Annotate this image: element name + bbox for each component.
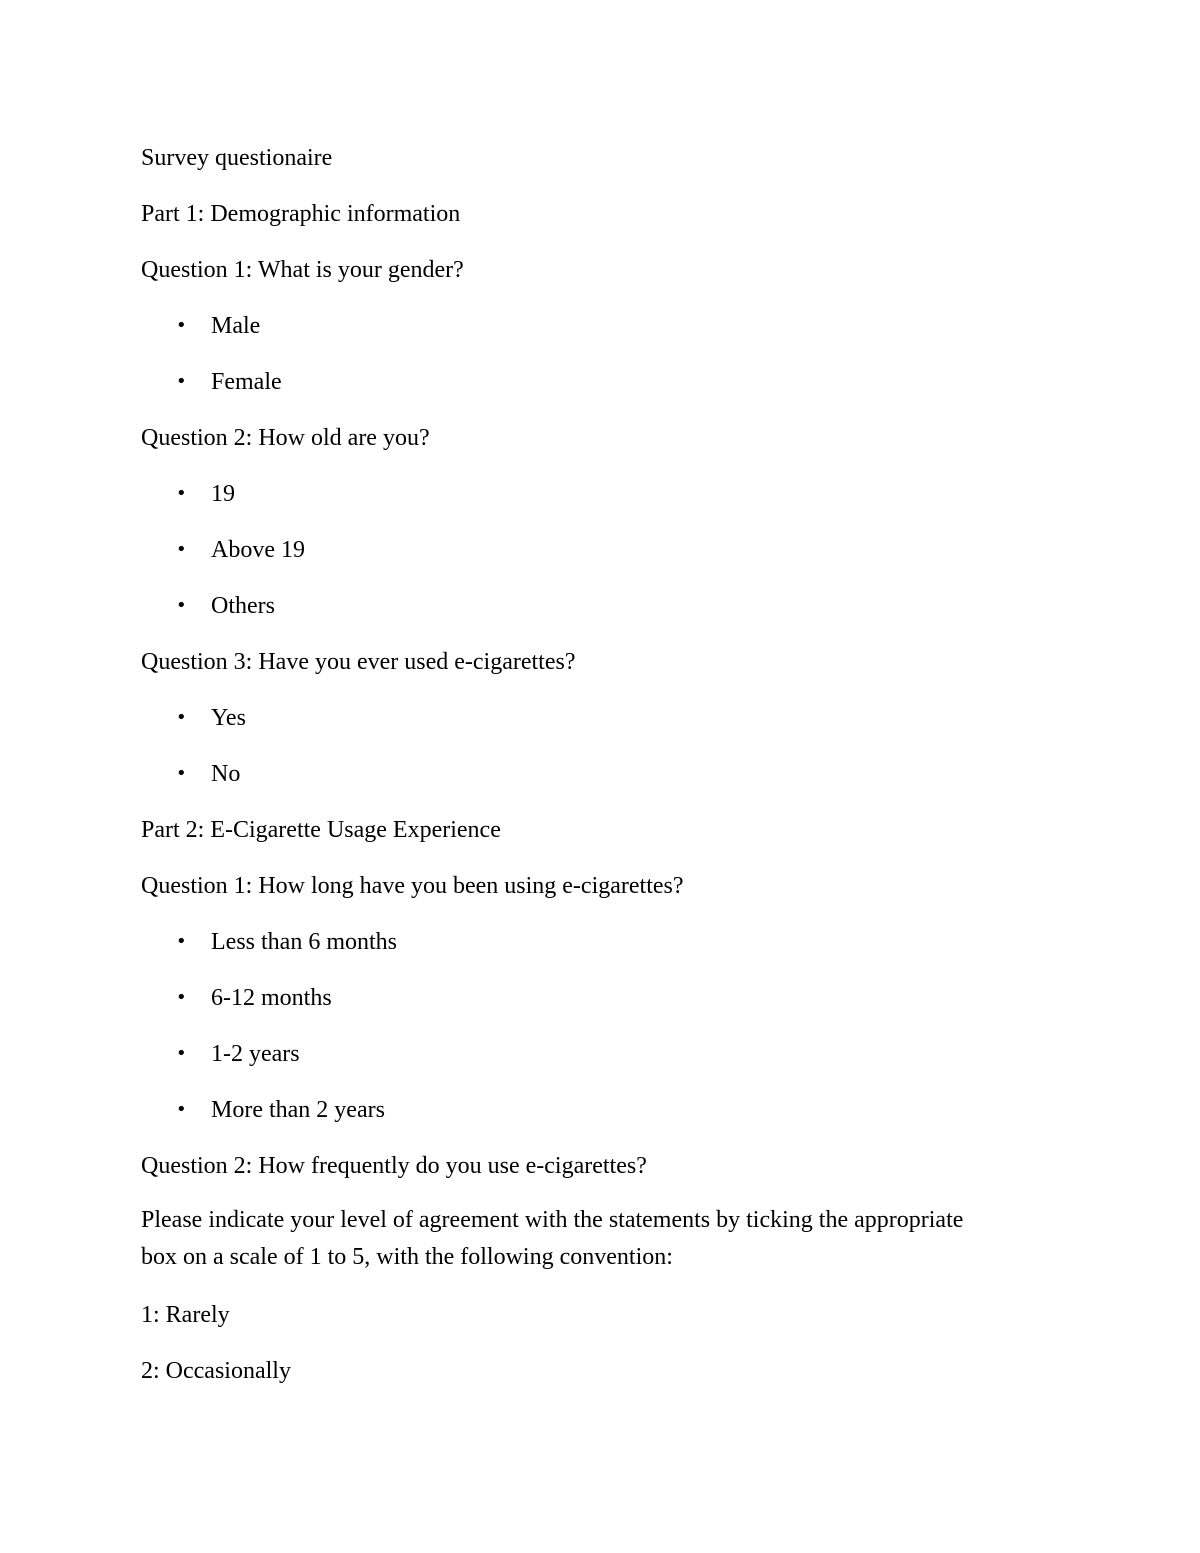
option-label: 19	[211, 481, 235, 507]
bullet-icon: •	[176, 707, 187, 728]
bullet-icon: •	[176, 539, 187, 560]
part2-question-2: Question 2: How frequently do you use e-cigarettes?	[141, 1153, 647, 1179]
list-item	[141, 922, 1021, 978]
option-label: No	[211, 761, 241, 787]
list-item	[141, 1090, 1021, 1146]
bullet-icon: •	[176, 931, 187, 952]
scale-item: 2: Occasionally	[141, 1358, 291, 1384]
instruction-paragraph: Please indicate your level of agreement with the statements by ticking the appropriate box on a scale of 1 to 5, with the following convention:	[141, 1207, 964, 1270]
list-item	[141, 474, 1021, 530]
list-item	[141, 586, 1021, 642]
list-item	[141, 698, 1021, 754]
list-item	[141, 754, 1021, 810]
option-label: 1-2 years	[211, 1041, 300, 1067]
option-label: Above 19	[211, 537, 305, 563]
bullet-icon: •	[176, 1099, 187, 1120]
option-label: Others	[211, 593, 275, 619]
document-body	[141, 138, 1021, 1407]
bullet-icon: •	[176, 987, 187, 1008]
list-item	[141, 306, 1021, 362]
option-label: Less than 6 months	[211, 929, 397, 955]
part1-question-1: Question 1: What is your gender?	[141, 257, 464, 283]
bullet-icon: •	[176, 763, 187, 784]
list-item	[141, 1034, 1021, 1090]
document-title: Survey questionaire	[141, 145, 333, 171]
option-label: More than 2 years	[211, 1097, 385, 1123]
option-label: Female	[211, 369, 282, 395]
scale-item: 1: Rarely	[141, 1302, 230, 1328]
bullet-icon: •	[176, 483, 187, 504]
bullet-icon: •	[176, 371, 187, 392]
list-item	[141, 978, 1021, 1034]
bullet-icon: •	[176, 315, 187, 336]
part1-question-3: Question 3: Have you ever used e-cigarettes?	[141, 649, 576, 675]
option-label: 6-12 months	[211, 985, 332, 1011]
part2-heading: Part 2: E-Cigarette Usage Experience	[141, 817, 501, 843]
part2-question-1: Question 1: How long have you been using e-cigarettes?	[141, 873, 684, 899]
part1-heading: Part 1: Demographic information	[141, 201, 461, 227]
option-label: Male	[211, 313, 261, 339]
list-item	[141, 530, 1021, 586]
list-item	[141, 362, 1021, 418]
bullet-icon: •	[176, 1043, 187, 1064]
bullet-icon: •	[176, 595, 187, 616]
part1-question-2: Question 2: How old are you?	[141, 425, 430, 451]
option-label: Yes	[211, 705, 246, 731]
